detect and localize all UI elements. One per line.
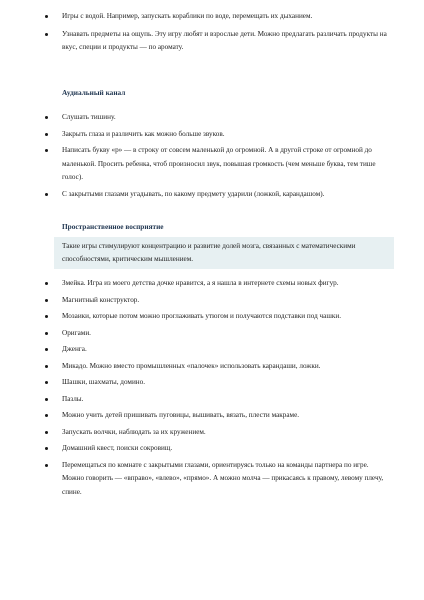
- list-item: Шашки, шахматы, домино.: [0, 376, 424, 390]
- list-item: Запускать волчки, наблюдать за их кружением.: [0, 426, 424, 440]
- list-item: Написать букву «р» — в строку от совсем маленькой до огромной. А в другой строке от огромной до маленькой. Просить ребенка, чтоб произносил звук, повышая громкость (чем меньше буква, тем тише голос).: [0, 144, 424, 185]
- list-item: Слушать тишину.: [0, 111, 424, 125]
- list-item: Микадо. Можно вместо промышленных «палочек» использовать карандаши, ложки.: [0, 360, 424, 374]
- section-heading-spatial: Пространственное восприятие: [62, 222, 164, 231]
- list-item: Магнитный конструктор.: [0, 294, 424, 308]
- list-section-2: [0, 111, 424, 201]
- list-item: Домашний квест, поиски сокровищ.: [0, 442, 424, 456]
- callout-box: Такие игры стимулируют концентрацию и развитие долей мозга, связанных с математическими способностями, критическим мышлением.: [54, 237, 394, 269]
- list-item: Можно учить детей пришивать пуговицы, вышивать, вязать, плести макраме.: [0, 409, 424, 423]
- list-item: Узнавать предметы на ощупь. Эту игру любят и взрослые дети. Можно предлагать различать продукты на вкус, специи и продукты — по аромату.: [0, 28, 424, 55]
- list-section-1: [0, 10, 424, 55]
- list-item: Закрыть глаза и различить как можно больше звуков.: [0, 128, 424, 142]
- list-item: Перемещаться по комнате с закрытыми глазами, ориентируясь только на команды партнера по игре. Можно говорить — «вправо», «влево», «прямо». А можно молча — прикасаясь к правому, левому плечу, спине.: [0, 459, 424, 500]
- list-item: Игры с водой. Например, запускать кораблики по воде, перемещать их дыханием.: [0, 10, 424, 24]
- section-heading-audial: Аудиальный канал: [62, 88, 126, 97]
- list-item: Змейка. Игра из моего детства дочке нравится, а я нашла в интернете схемы новых фигур.: [0, 277, 424, 291]
- list-item: Оригами.: [0, 327, 424, 341]
- list-section-3: [0, 277, 424, 499]
- list-item: Мозаики, которые потом можно проглаживать утюгом и получаются подставки под чашки.: [0, 310, 424, 324]
- list-item: Пазлы.: [0, 393, 424, 407]
- list-item: С закрытыми глазами угадывать, по какому предмету ударили (ложкой, карандашом).: [0, 188, 424, 202]
- list-item: Дженга.: [0, 343, 424, 357]
